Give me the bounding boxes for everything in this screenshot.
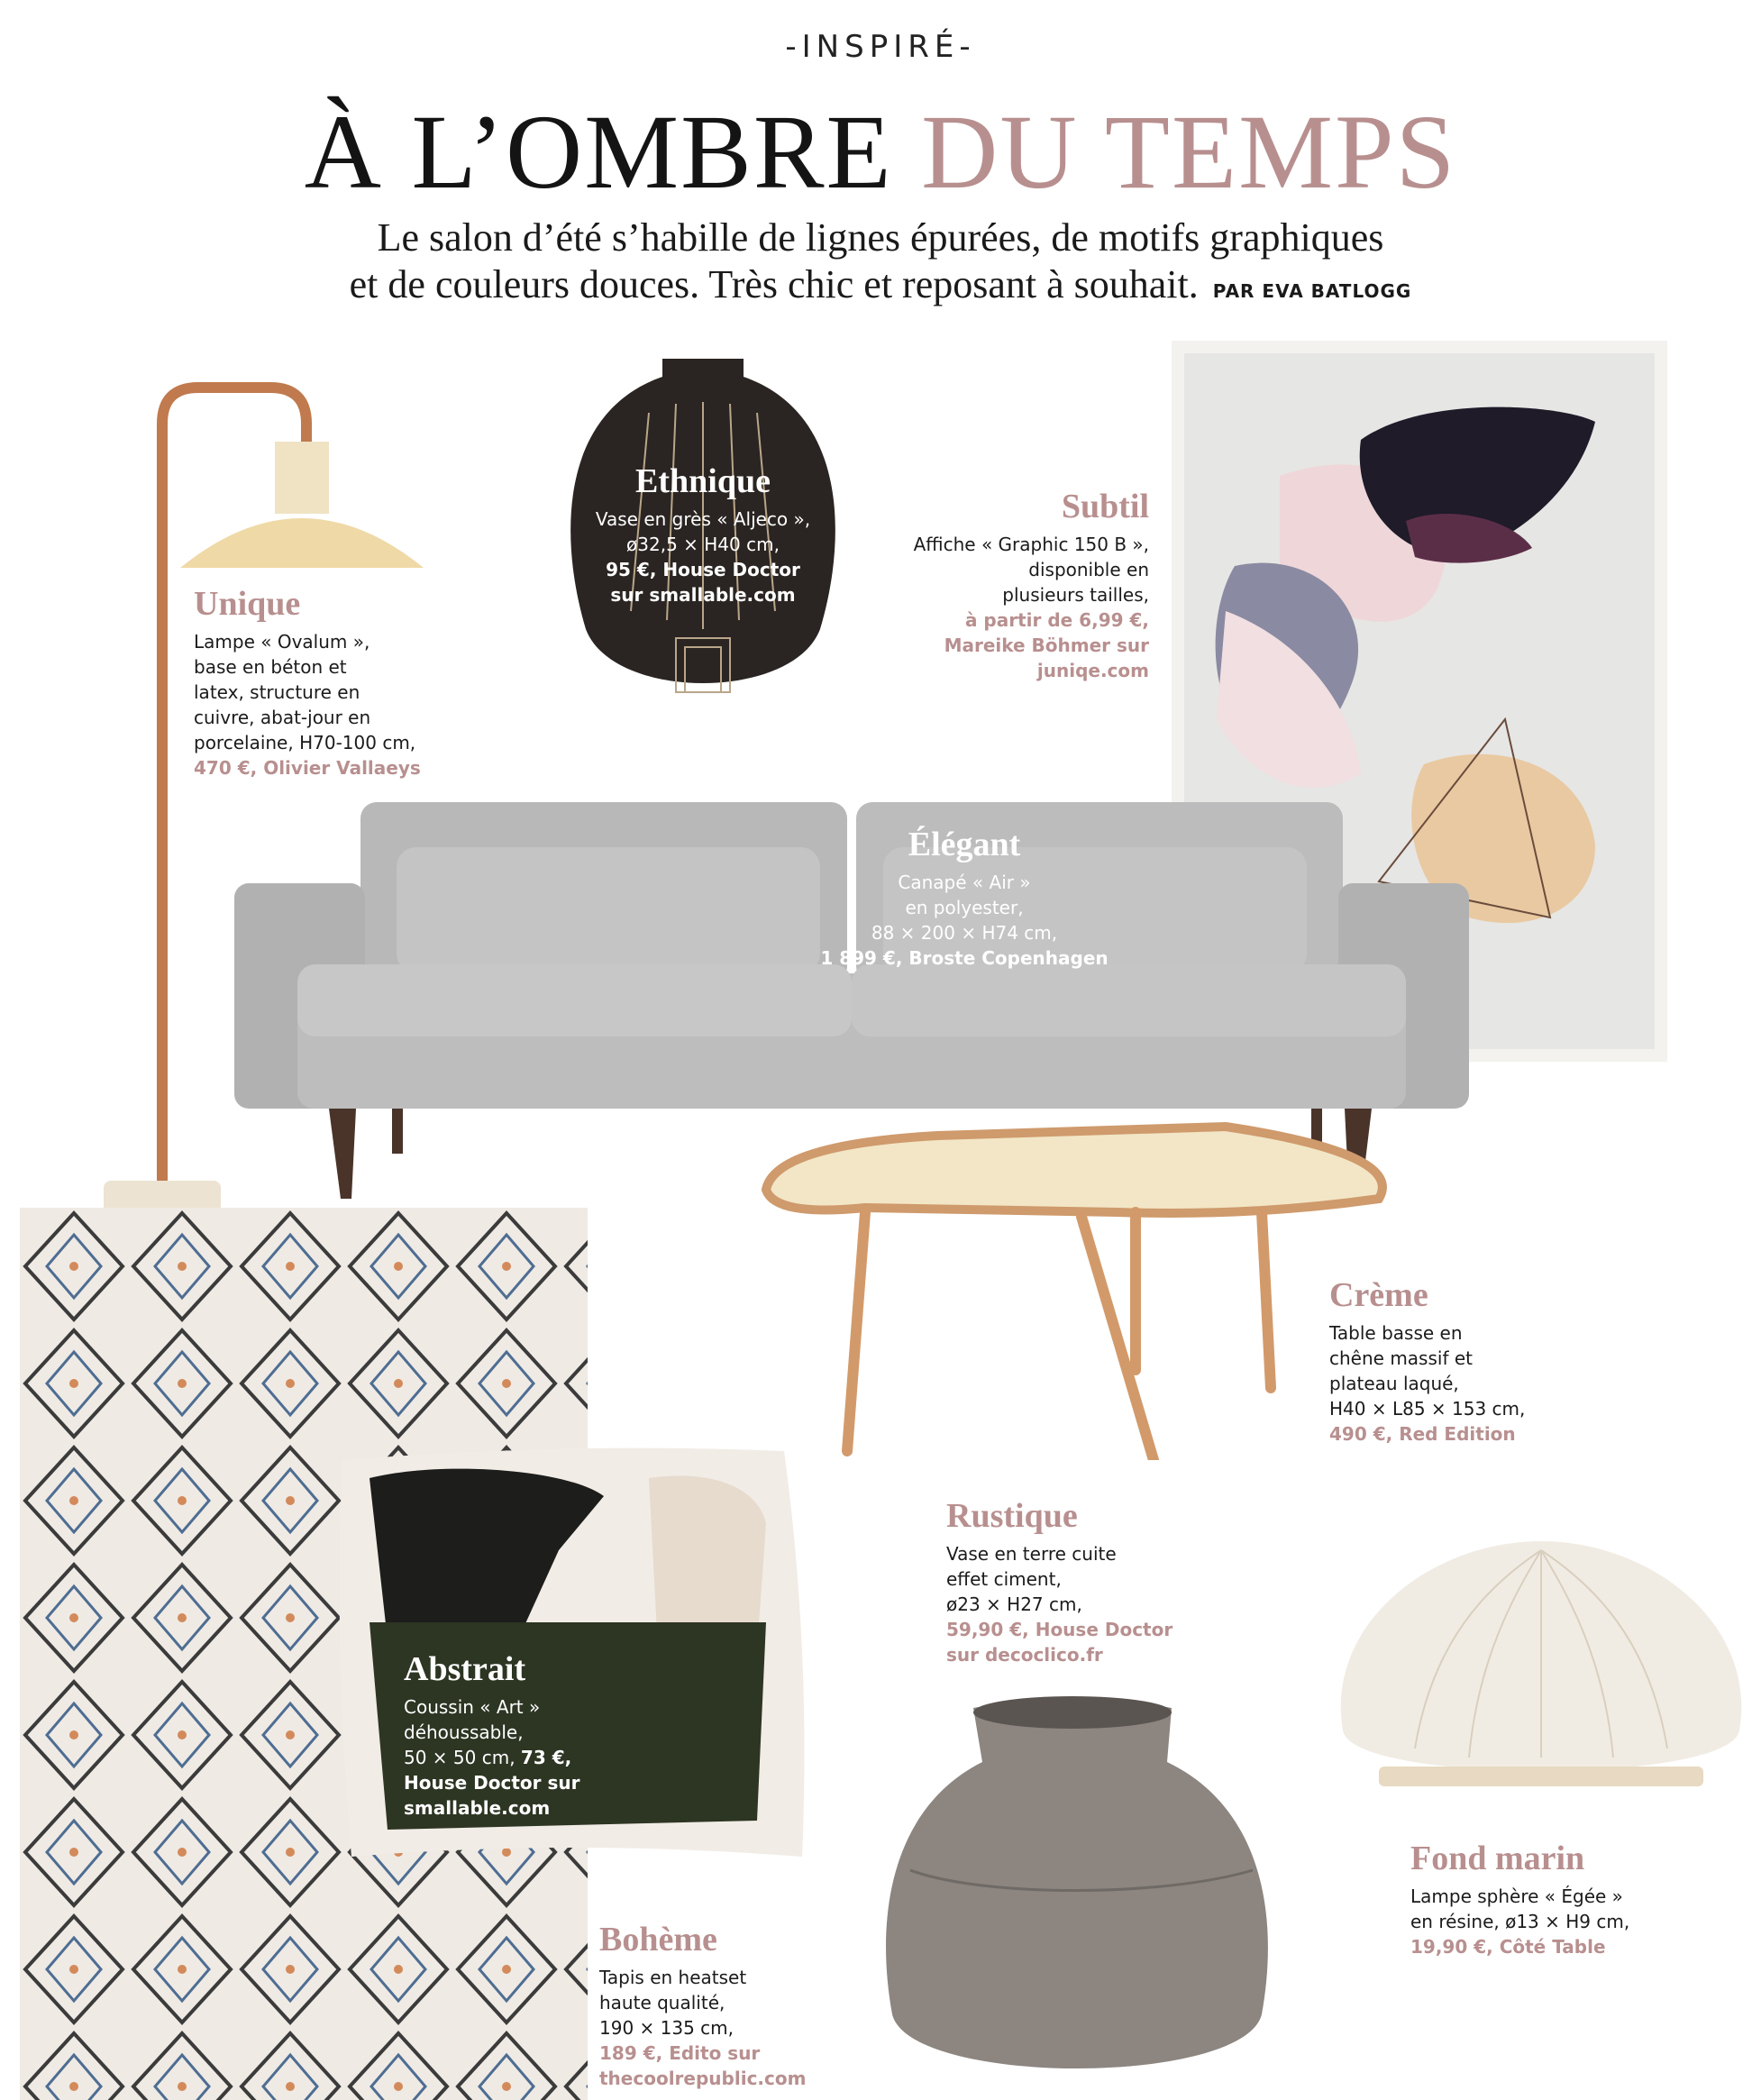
caption-line: haute qualité,: [599, 1992, 725, 2013]
page-title: [0, 93, 1761, 211]
caption-title: Fond marin: [1410, 1840, 1585, 1877]
caption-line: H40 × L85 × 153 cm,: [1329, 1398, 1526, 1420]
page-deck: [0, 215, 1761, 315]
caption-line: en polyester,: [905, 897, 1024, 918]
caption-line: plateau laqué,: [1329, 1373, 1459, 1394]
caption-price: sur decoclico.fr: [946, 1644, 1103, 1666]
caption-line: effet ciment,: [946, 1568, 1062, 1590]
caption-price: House Doctor sur: [404, 1772, 580, 1794]
caption-unique: [194, 584, 482, 781]
caption-rustique: [946, 1496, 1235, 1667]
caption-price: à partir de 6,99 €,: [964, 609, 1149, 631]
caption-line: en résine, ø13 × H9 cm,: [1410, 1911, 1630, 1932]
caption-line: chêne massif et: [1329, 1347, 1473, 1369]
caption-line: 88 × 200 × H74 cm,: [871, 922, 1058, 944]
sphere-lamp-image: [1325, 1532, 1757, 1830]
caption-price: smallable.com: [404, 1797, 551, 1819]
caption-line: Canapé « Air »: [898, 872, 1031, 893]
caption-price: 59,90 €, House Doctor: [946, 1619, 1173, 1640]
caption-title: Ethnique: [635, 462, 771, 500]
caption-line: disponible en: [1028, 559, 1149, 580]
deck-line-2: et de couleurs douces. Très chic et reposant à souhait. PAR EVA BATLOGG: [349, 262, 1412, 306]
caption-title: Abstrait: [404, 1650, 526, 1688]
caption-line: Lampe sphère « Égée »: [1410, 1885, 1623, 1907]
section-kicker: -INSPIRÉ-: [785, 29, 976, 65]
caption-title: Crème: [1329, 1276, 1428, 1314]
caption-fond-marin: [1410, 1839, 1708, 1959]
title-part-accent: DU TEMPS: [921, 93, 1457, 211]
title-part-dark: À L’OMBRE: [304, 93, 922, 211]
caption-title: Élégant: [908, 826, 1021, 863]
caption-elegant: [793, 825, 1136, 971]
caption-price: 189 €, Edito sur: [599, 2042, 761, 2064]
byline: PAR EVA BATLOGG: [1212, 280, 1412, 302]
caption-price: thecoolrepublic.com: [599, 2068, 807, 2089]
caption-line: Coussin « Art »: [404, 1696, 541, 1718]
caption-line: Affiche « Graphic 150 B »,: [913, 534, 1149, 555]
rustic-vase-image: [874, 1690, 1280, 2100]
caption-line: Lampe « Ovalum »,: [194, 631, 370, 653]
coffee-table-image: [757, 1118, 1406, 1460]
caption-subtil: [847, 487, 1149, 683]
caption-title: Unique: [194, 585, 301, 623]
caption-line: 50 × 50 cm, 73 €,: [404, 1747, 572, 1768]
caption-title: Subtil: [1061, 488, 1149, 525]
caption-line: 190 × 135 cm,: [599, 2017, 735, 2039]
caption-line: Tapis en heatset: [599, 1967, 747, 1988]
caption-price: sur smallable.com: [610, 584, 796, 606]
caption-line: plusieurs tailles,: [1002, 584, 1149, 606]
caption-price: 95 €, House Doctor: [606, 559, 800, 580]
caption-creme: [1329, 1275, 1618, 1447]
caption-abstrait: [404, 1649, 674, 1821]
caption-line: latex, structure en: [194, 681, 360, 703]
caption-price: juniqe.com: [1036, 660, 1149, 681]
caption-line: ø32,5 × H40 cm,: [626, 534, 780, 555]
caption-boheme: [599, 1920, 888, 2091]
caption-line: porcelaine, H70-100 cm,: [194, 732, 416, 753]
caption-line: ø23 × H27 cm,: [946, 1593, 1082, 1615]
deck-line-1: Le salon d’été s’habille de lignes épurées, de motifs graphiques: [377, 215, 1384, 260]
caption-line: base en béton et: [194, 656, 347, 678]
caption-price: 470 €, Olivier Vallaeys: [194, 757, 421, 779]
caption-title: Rustique: [946, 1497, 1078, 1535]
caption-price: 1 899 €, Broste Copenhagen: [820, 947, 1109, 969]
caption-line: Vase en grès « Aljeco »,: [595, 508, 811, 530]
caption-line: déhoussable,: [404, 1721, 524, 1743]
caption-price: 19,90 €, Côté Table: [1410, 1936, 1606, 1958]
caption-price: 490 €, Red Edition: [1329, 1423, 1516, 1445]
caption-line: cuivre, abat-jour en: [194, 707, 371, 728]
caption-price: Mareike Böhmer sur: [944, 635, 1149, 656]
caption-line: Vase en terre cuite: [946, 1543, 1117, 1565]
caption-line: Table basse en: [1329, 1322, 1463, 1344]
caption-ethnique: [541, 461, 865, 607]
caption-title: Bohème: [599, 1921, 717, 1958]
